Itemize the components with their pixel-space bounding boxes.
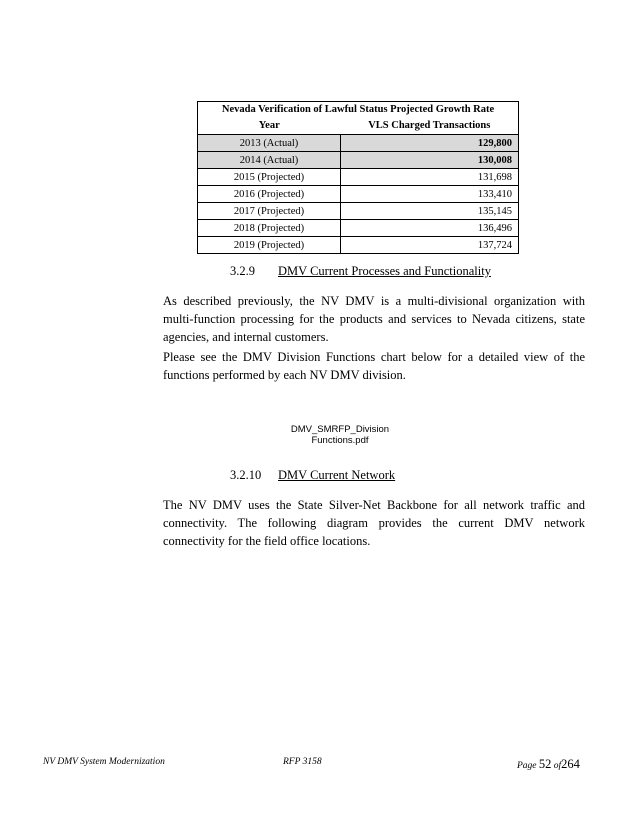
- transactions-cell: 135,145: [341, 203, 519, 220]
- year-cell: 2016 (Projected): [198, 186, 341, 203]
- paragraph-network: The NV DMV uses the State Silver-Net Backbone for all network traffic and connectivity. The following diagram provides the current DMV network connectivity for the field office locations.: [163, 498, 585, 548]
- section-title: DMV Current Network: [278, 468, 396, 482]
- attachment-filename-line1: DMV_SMRFP_Division: [290, 424, 390, 435]
- table-title: Nevada Verification of Lawful Status Projected Growth Rate: [198, 102, 519, 118]
- page-prefix: Page: [517, 761, 537, 771]
- footer-page-number: [517, 757, 580, 772]
- transactions-cell: 136,496: [341, 220, 519, 237]
- table-row: [198, 135, 519, 152]
- year-cell: 2018 (Projected): [198, 220, 341, 237]
- footer-rfp-number: RFP 3158: [283, 757, 322, 767]
- table-header-row: [198, 117, 519, 135]
- transactions-cell: 137,724: [341, 237, 519, 254]
- year-cell: 2014 (Actual): [198, 152, 341, 169]
- table-row: [198, 220, 519, 237]
- page-total: 264: [561, 757, 580, 771]
- section-title: DMV Current Processes and Functionality: [278, 264, 491, 278]
- table-row: [198, 169, 519, 186]
- paragraph-division-functions: Please see the DMV Division Functions chart below for a detailed view of the functions performed by each NV DMV division.: [163, 350, 585, 382]
- section-number: 3.2.9: [230, 264, 255, 278]
- year-cell: 2019 (Projected): [198, 237, 341, 254]
- page-number: 52: [538, 757, 552, 771]
- embedded-pdf-attachment[interactable]: [290, 424, 390, 446]
- transactions-cell: 129,800: [341, 135, 519, 152]
- footer-document-title: NV DMV System Modernization: [43, 757, 165, 767]
- year-cell: 2013 (Actual): [198, 135, 341, 152]
- year-cell: 2015 (Projected): [198, 169, 341, 186]
- transactions-cell: 131,698: [341, 169, 519, 186]
- table-row: [198, 186, 519, 203]
- transactions-cell: 130,008: [341, 152, 519, 169]
- column-header-transactions: VLS Charged Transactions: [341, 117, 519, 135]
- page-of: of: [553, 761, 562, 771]
- paragraph-dmv-overview: As described previously, the NV DMV is a multi-divisional organization with multi-function processing for the products and services to Nevada citizens, state agencies, and internal customers.: [163, 294, 585, 344]
- table-row: [198, 152, 519, 169]
- table-title-row: [198, 102, 519, 118]
- vls-growth-table: [197, 101, 519, 254]
- table-row: [198, 203, 519, 220]
- table-row: [198, 237, 519, 254]
- transactions-cell: 133,410: [341, 186, 519, 203]
- year-cell: 2017 (Projected): [198, 203, 341, 220]
- attachment-filename-line2: Functions.pdf: [311, 435, 369, 446]
- section-number: 3.2.10: [230, 468, 262, 482]
- column-header-year: Year: [198, 117, 341, 135]
